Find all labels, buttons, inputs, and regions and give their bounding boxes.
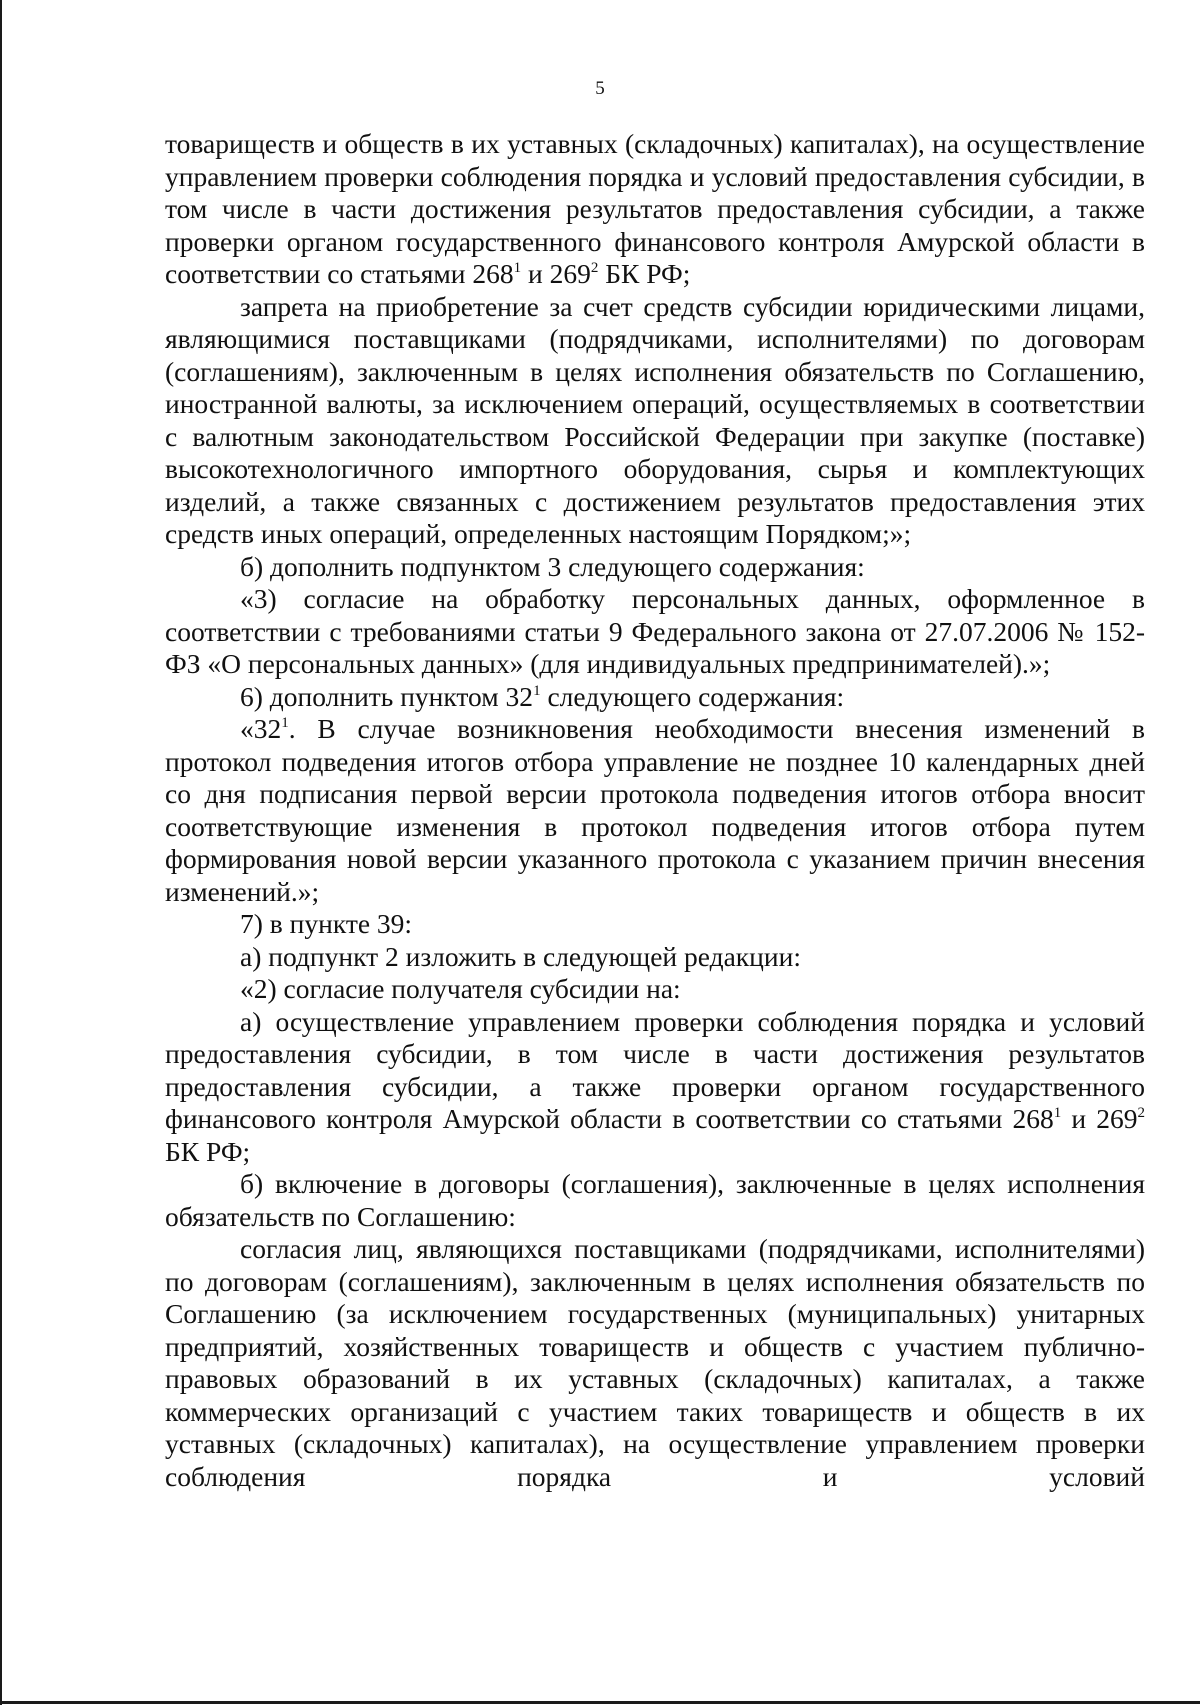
text-run: запрета на приобретение за счет средств субсидии юридическими лицами, являющимися поставщиками (подрядчиками, исполнителями) по договорам (соглашениям), заключенным в целях исполнения обязательств по Соглашению, иностранной валюты, за исключением операций, осуществляемых в соответствии с валютным законодательством Российской Федерации при закупке (поставке) высокотехнологичного импортного оборудования, сырья и комплектующих изделий, а также связанных с достижением результатов предоставления этих средств иных операций, определенных настоящим Порядком;»; bbox=[165, 290, 1145, 549]
superscript: 2 bbox=[1137, 1105, 1146, 1121]
scan-edge-bottom bbox=[0, 1701, 1200, 1704]
text-run: 6) дополнить пунктом 32 bbox=[240, 680, 534, 712]
paragraph bbox=[165, 713, 1145, 908]
superscript: 1 bbox=[513, 260, 522, 276]
superscript: 1 bbox=[1053, 1105, 1062, 1121]
paragraph bbox=[165, 1233, 1145, 1493]
paragraph bbox=[165, 128, 1145, 291]
text-run: и 269 bbox=[521, 258, 591, 289]
text-run: . В случае возникновения необходимости внесения изменений в протокол подведения итогов отбора управление не позднее 10 календарных дней со дня подписания первой версии протокола подведения итогов отбора вносит соответствующие изменения в протокол подведения итогов отбора путем формирования новой версии указанного протокола с указанием причин внесения изменений.»; bbox=[165, 713, 1145, 907]
paragraph bbox=[165, 1006, 1145, 1169]
paragraph bbox=[165, 941, 1145, 974]
scan-edge-left bbox=[0, 0, 2, 1705]
text-run: и 269 bbox=[1061, 1103, 1138, 1134]
text-run: товариществ и обществ в их уставных (складочных) капиталах), на осуществление управлением проверки соблюдения порядка и условий предоставления субсидии, в том числе в части достижения результатов предоставления субсидии, а также проверки органом государственного финансового контроля Амурской области в соответствии со статьями 268 bbox=[165, 128, 1145, 289]
paragraph bbox=[165, 908, 1145, 941]
superscript: 1 bbox=[281, 715, 289, 731]
text-run: «32 bbox=[240, 713, 282, 744]
text-run: а) подпункт 2 изложить в следующей редакции: bbox=[240, 940, 801, 972]
paragraph bbox=[165, 583, 1145, 681]
paragraph bbox=[165, 973, 1145, 1006]
paragraph bbox=[165, 551, 1145, 584]
superscript: 1 bbox=[533, 682, 541, 699]
document-body bbox=[165, 128, 1145, 1493]
text-run: «3) согласие на обработку персональных данных, оформленное в соответствии с требованиями статьи 9 Федерального закона от 27.07.2006 № 152-ФЗ «О персональных данных» (для индивидуальных предпринимателей).»; bbox=[165, 583, 1145, 679]
text-run: 7) в пункте 39: bbox=[240, 908, 413, 939]
superscript: 2 bbox=[590, 260, 599, 276]
text-run: БК РФ; bbox=[165, 1135, 251, 1167]
text-run: БК РФ; bbox=[598, 258, 691, 289]
paragraph bbox=[165, 681, 1145, 714]
text-run: согласия лиц, являющихся поставщиками (подрядчиками, исполнителями) по договорам (соглашениям), заключенным в целях исполнения обязательств по Соглашению (за исключением государственных (муниципальных) унитарных предприятий, хозяйственных товариществ и обществ с участием публично-правовых образований в их уставных (складочных) капиталах, а также коммерческих организаций с участием таких товариществ и обществ в их уставных (складочных) капиталах), на осуществление управлением проверки соблюдения порядка и условий bbox=[165, 1233, 1145, 1492]
text-run: следующего содержания: bbox=[540, 680, 845, 712]
text-run: «2) согласие получателя субсидии на: bbox=[240, 973, 681, 1004]
paragraph bbox=[165, 1168, 1145, 1233]
page-number: 5 bbox=[595, 78, 605, 99]
text-run: б) включение в договоры (соглашения), заключенные в целях исполнения обязательств по Соглашению: bbox=[165, 1168, 1145, 1232]
paragraph bbox=[165, 291, 1145, 551]
text-run: б) дополнить подпунктом 3 следующего содержания: bbox=[240, 550, 865, 582]
text-run: а) осуществление управлением проверки соблюдения порядка и условий предоставления субсидии, в том числе в части достижения результатов предоставления субсидии, а также проверки органом государственного финансового контроля Амурской области в соответствии со статьями 268 bbox=[165, 1005, 1145, 1134]
